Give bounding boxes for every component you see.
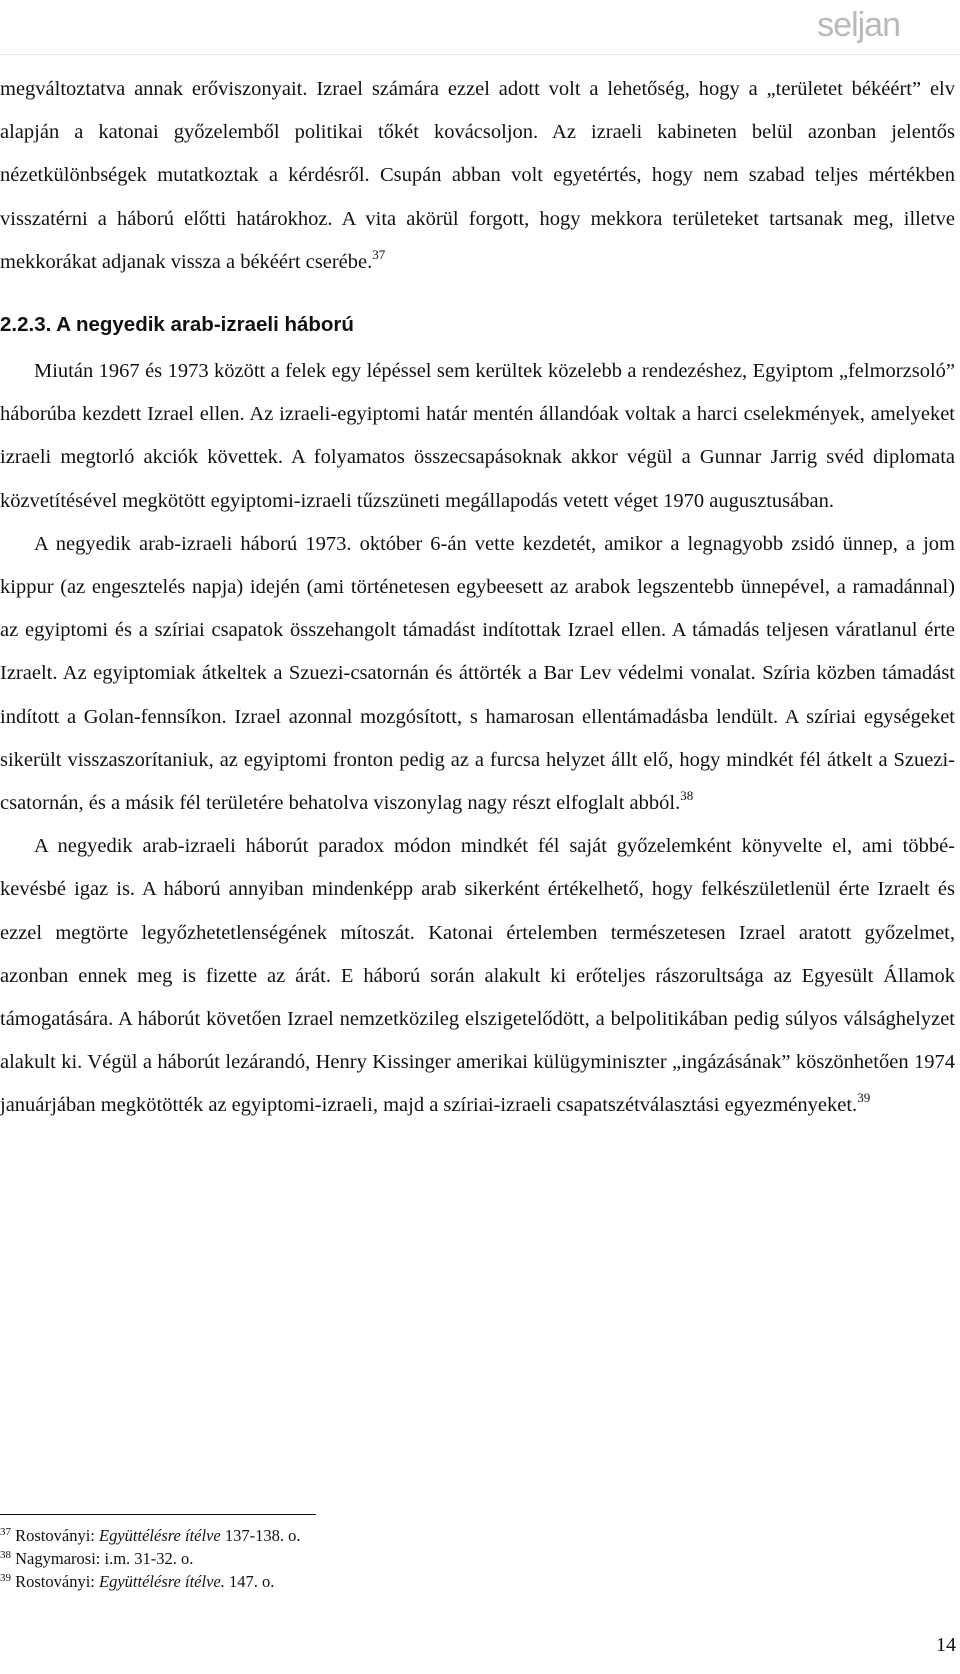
footnote-37 <box>0 1524 300 1547</box>
paragraph-4-text: A negyedik arab-izraeli háborút paradox módon mindkét fél saját győzelemként könyvelte el, ami többé-kevésbé igaz is. A háború annyiban mindenképp arab sikerként értékelhető, hogy felkészületlenül érte Izraelt és ezzel megtörte legyőzhetetlenségének mítoszát. Katonai értelemben természetesen Izrael aratott győzelmet, azonban ennek meg is fizette az árát. E háború során alakult ki erőteljes rászorultsága az Egyesült Államok támogatására. A háborút követően Izrael nemzetközileg elszigetelődött, a belpolitikában pedig súlyos válsághelyzet alakult ki. Végül a háborút lezárandó, Henry Kissinger amerikai külügyminiszter „ingázásának” köszönhetően 1974 januárjában megkötötték az egyiptomi-izraeli, majd a szíriai-izraeli csapatszétválasztási egyezményeket. <box>0 835 955 1117</box>
paragraph-1-text: megváltoztatva annak erőviszonyait. Izrael számára ezzel adott volt a lehetőség, hogy a „területet békéért” elv alapján a katonai győzelemből politikai tőkét kovácsoljon. Az izraeli kabineten belül azonban jelentős nézetkülönbségek mutatkoztak a kérdésről. Csupán abban volt egyetértés, hogy nem szabad teljes mértékben visszatérni a háború előtti határokhoz. A vita akörül forgott, hogy mekkora területeket tartsanak meg, illetve mekkorákat adjanak vissza a békéért cserébe. <box>0 78 955 273</box>
paragraph-3 <box>0 523 955 825</box>
footnote-ref-37[interactable]: 37 <box>372 246 386 262</box>
header-divider <box>0 54 960 55</box>
footnote-pages: 137-138. o. <box>220 1526 301 1545</box>
footnote-divider <box>0 1514 316 1515</box>
footnote-number: 38 <box>0 1549 11 1561</box>
footnotes <box>0 1524 300 1593</box>
paragraph-2-text: Miután 1967 és 1973 között a felek egy lépéssel sem kerültek közelebb a rendezéshez, Egyiptom „felmorzsoló” háborúba kezdett Izrael ellen. Az izraeli-egyiptomi határ mentén állandóak voltak a harci cselekmények, amelyeket izraeli megtorló akciók követtek. A folyamatos összecsapásoknak akkor végül a Gunnar Jarrig svéd diplomata közvetítésével megkötött egyiptomi-izraeli tűzszüneti megállapodás vetett véget 1970 augusztusában. <box>0 360 955 512</box>
footnote-author: Rostoványi: <box>15 1572 100 1591</box>
footnote-number: 37 <box>0 1526 11 1538</box>
paragraph-1 <box>0 68 955 284</box>
footnote-title: Együttélésre ítélve. <box>99 1572 225 1591</box>
paragraph-4 <box>0 825 955 1127</box>
main-text <box>0 68 955 1128</box>
section-heading: 2.2.3. A negyedik arab-izraeli háború <box>0 313 354 337</box>
footnote-38 <box>0 1547 300 1570</box>
page-number: 14 <box>936 1634 956 1656</box>
footnote-author: Nagymarosi: i.m. 31-32. o. <box>15 1549 194 1568</box>
footnote-title: Együttélésre ítélve <box>99 1526 221 1545</box>
publisher-logo: seljan <box>817 6 900 44</box>
footnote-39 <box>0 1570 300 1593</box>
footnote-pages: 147. o. <box>224 1572 275 1591</box>
paragraph-2 <box>0 350 955 523</box>
footnote-author: Rostoványi: <box>15 1526 100 1545</box>
footnote-ref-38[interactable]: 38 <box>680 788 694 804</box>
footnote-ref-39[interactable]: 39 <box>857 1090 871 1106</box>
footnote-number: 39 <box>0 1572 11 1584</box>
paragraph-3-text: A negyedik arab-izraeli háború 1973. október 6-án vette kezdetét, amikor a legnagyobb zsidó ünnep, a jom kippur (az engesztelés napja) idején (ami történetesen egybeesett az arabok legszentebb ünnepével, a ramadánnal) az egyiptomi és a szíriai csapatok összehangolt támadást indítottak Izrael ellen. A támadás teljesen váratlanul érte Izraelt. Az egyiptomiak átkeltek a Szuezi-csatornán és áttörték a Bar Lev védelmi vonalat. Szíria közben támadást indított a Golan-fennsíkon. Izrael azonnal mozgósított, s hamarosan ellentámadásba lendült. A szíriai egységeket sikerült visszaszorítaniuk, az egyiptomi fronton pedig az a furcsa helyzet állt elő, hogy mindkét fél átkelt a Szuezi-csatornán, és a másik fél területére behatolva viszonylag nagy részt elfoglalt abból. <box>0 532 955 815</box>
